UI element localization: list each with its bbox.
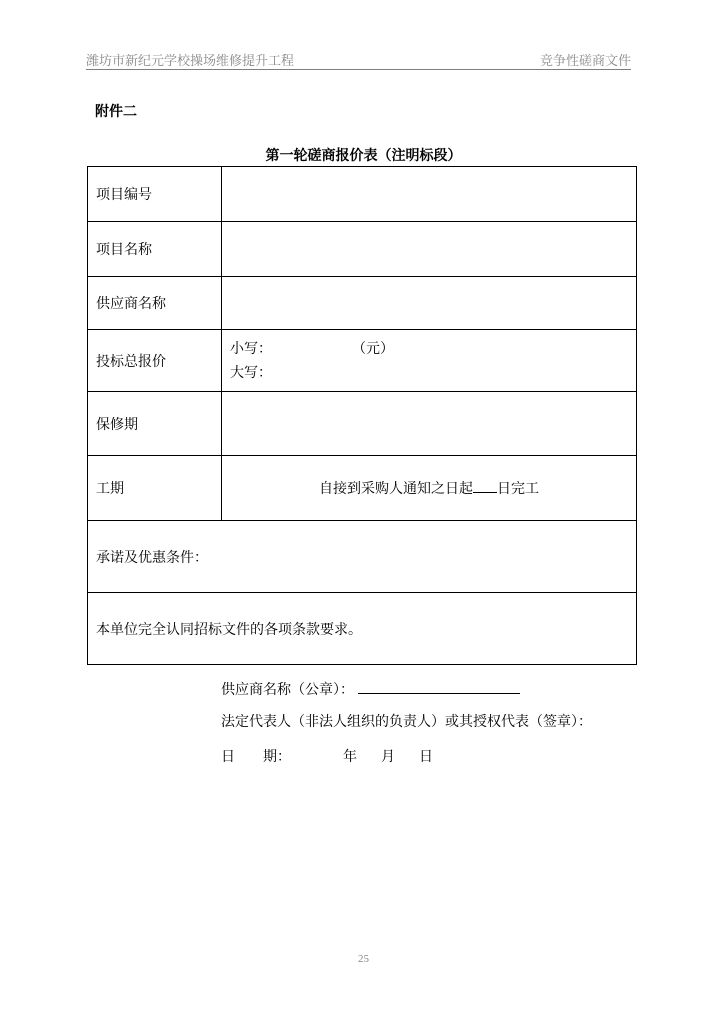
table-title: 第一轮磋商报价表（注明标段） (265, 148, 462, 164)
table-row (88, 456, 637, 521)
total-price-label: 投标总报价 (88, 330, 222, 392)
table-row (88, 392, 637, 456)
duration-prefix: 自接到采购人通知之日起 (319, 481, 473, 497)
duration-field[interactable] (222, 456, 637, 521)
table-row (88, 222, 637, 277)
duration-days-blank[interactable] (473, 479, 497, 493)
date-day: 日 (419, 749, 433, 765)
supplier-seal-blank[interactable] (358, 679, 520, 694)
table-row (88, 593, 637, 665)
header-project-title: 潍坊市新纪元学校操场维修提升工程 (86, 54, 295, 69)
header-document-type: 竞争性磋商文件 (539, 54, 631, 69)
table-row (88, 521, 637, 593)
supplier-seal-line (221, 679, 520, 699)
page-number: 25 (358, 953, 369, 965)
project-no-label: 项目编号 (88, 167, 222, 222)
duration-suffix: 日完工 (497, 481, 539, 497)
statement-text: 本单位完全认同招标文件的各项条款要求。 (96, 621, 362, 638)
date-month: 月 (381, 749, 395, 765)
annex-label: 附件二 (95, 104, 137, 120)
duration-label: 工期 (88, 456, 222, 521)
quotation-table (87, 166, 637, 665)
project-name-label: 项目名称 (88, 222, 222, 277)
supplier-name-label: 供应商名称 (88, 277, 222, 330)
price-uppercase-label: 大写： (230, 364, 272, 381)
date-year: 年 (343, 749, 357, 765)
table-row (88, 167, 637, 222)
warranty-field[interactable] (222, 392, 637, 456)
supplier-name-field[interactable] (222, 277, 637, 330)
table-row (88, 330, 637, 392)
date-line (221, 746, 433, 766)
promise-label: 承诺及优惠条件： (96, 549, 208, 566)
representative-line: 法定代表人（非法人组织的负责人）或其授权代表（签章）： (221, 714, 592, 730)
date-label: 日 期： (221, 749, 291, 765)
supplier-seal-label: 供应商名称（公章）： (221, 682, 354, 698)
total-price-field[interactable] (222, 330, 637, 392)
price-lowercase-label: 小写： (230, 340, 272, 357)
project-name-field[interactable] (222, 222, 637, 277)
project-no-field[interactable] (222, 167, 637, 222)
warranty-label: 保修期 (88, 392, 222, 456)
price-unit: （元） (352, 340, 394, 357)
table-row (88, 277, 637, 330)
promise-field[interactable] (88, 521, 637, 593)
statement-cell (88, 593, 637, 665)
page-header (86, 50, 631, 70)
